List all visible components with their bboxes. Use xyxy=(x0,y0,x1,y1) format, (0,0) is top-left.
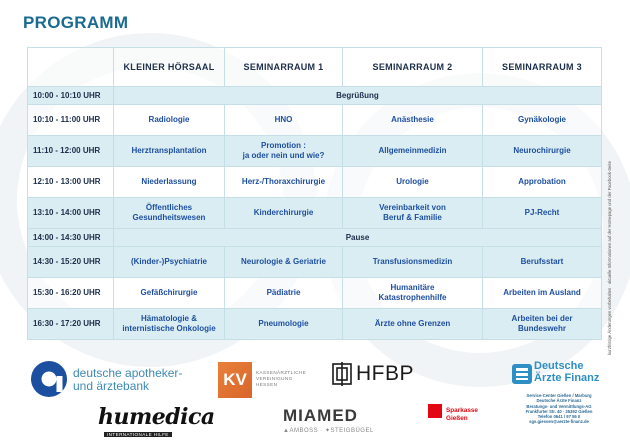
session-cell: Neurologie & Geriatrie xyxy=(225,247,343,278)
session-cell xyxy=(114,198,225,229)
sparkasse-line: Sparkasse xyxy=(446,407,478,414)
session-cell: Anästhesie xyxy=(343,105,483,136)
session-cell xyxy=(343,278,483,309)
session-cell: Niederlassung xyxy=(114,167,225,198)
session-cell: Neurochirurgie xyxy=(483,136,602,167)
daf-address-line: Beratungs- und Vermittlungs-AG xyxy=(526,403,592,409)
time-cell: 16:30 - 17:20 UHR xyxy=(28,309,114,340)
session-cell: Pneumologie xyxy=(225,309,343,340)
session-cell xyxy=(483,309,602,340)
daf-address-line: Frankfurter Str. 40 · 35392 Gießen xyxy=(525,408,593,414)
miamed-logo: MIAMED xyxy=(283,406,358,425)
daf-address-line: Deutsche Ärzte Finanz xyxy=(536,398,582,404)
session-cell: Herz-/Thoraxchirurgie xyxy=(225,167,343,198)
humedica-subtitle: INTERNATIONALE HILFE xyxy=(104,432,172,437)
hfbp-logo-icon xyxy=(332,362,352,386)
time-cell: 13:10 - 14:00 UHR xyxy=(28,198,114,229)
table-row xyxy=(28,136,602,167)
span-cell-pause: Pause xyxy=(114,229,602,247)
session-cell: PJ-Recht xyxy=(483,198,602,229)
session-line: Gesundheitswesen xyxy=(132,213,206,222)
daf-address-line: Service-Center Gießen / Marburg xyxy=(526,393,592,398)
side-disclaimer: kurzfristige Änderungen vorbehalten · aktuelle Informationen auf der Homepage und der Facebook-Seite xyxy=(607,161,612,355)
session-line: Promotion : xyxy=(261,141,306,150)
table-row xyxy=(28,247,602,278)
time-cell: 14:00 - 14:30 UHR xyxy=(28,229,114,247)
header-kleiner-hoersaal: KLEINER HÖRSAAL xyxy=(114,48,225,87)
session-line: ja oder nein und wie? xyxy=(242,151,325,160)
kvh-line: KASSENÄRZTLICHE xyxy=(256,370,307,375)
session-line: Katastrophenhilfe xyxy=(378,293,447,302)
table-row xyxy=(28,105,602,136)
session-cell: Gynäkologie xyxy=(483,105,602,136)
session-line: Öffentliches xyxy=(145,203,193,212)
daf-logo-icon xyxy=(512,364,532,384)
session-cell: Urologie xyxy=(343,167,483,198)
header-seminarraum-1: SEMINARRAUM 1 xyxy=(225,48,343,87)
daf-name xyxy=(534,360,599,384)
time-cell: 10:00 - 10:10 UHR xyxy=(28,87,114,105)
apobank-line: deutsche apotheker- xyxy=(73,366,183,380)
session-line: Beruf & Familie xyxy=(383,213,442,222)
sparkasse-logo-icon xyxy=(428,404,442,418)
page-title: PROGRAMM xyxy=(23,13,129,32)
session-cell: Berufsstart xyxy=(483,247,602,278)
session-line: internistische Onkologie xyxy=(122,324,216,333)
kvh-line: VEREINIGUNG xyxy=(256,376,293,381)
session-cell: Approbation xyxy=(483,167,602,198)
header-time xyxy=(28,48,114,87)
session-cell: HNO xyxy=(225,105,343,136)
apobank-line: und ärztebank xyxy=(73,379,150,393)
time-cell: 11:10 - 12:00 UHR xyxy=(28,136,114,167)
session-cell: Pädiatrie xyxy=(225,278,343,309)
daf-address xyxy=(508,393,610,425)
session-cell: Radiologie xyxy=(114,105,225,136)
kvh-name xyxy=(256,370,306,388)
session-cell: Gefäßchirurgie xyxy=(114,278,225,309)
apobank-logo-icon xyxy=(30,360,68,398)
session-cell xyxy=(114,309,225,340)
session-line: Humanitäre xyxy=(390,283,435,292)
session-cell: Kinderchirurgie xyxy=(225,198,343,229)
time-cell: 15:30 - 16:20 UHR xyxy=(28,278,114,309)
daf-line: Deutsche xyxy=(534,360,584,372)
sparkasse-name xyxy=(446,407,478,422)
header-row xyxy=(28,48,602,87)
daf-address-line: Telefon 0641 / 97 55 0 xyxy=(537,414,581,420)
session-cell xyxy=(225,136,343,167)
kvh-logo-icon: KV xyxy=(218,362,252,398)
hfbp-name: HFBP xyxy=(356,362,415,385)
header-seminarraum-2: SEMINARRAUM 2 xyxy=(343,48,483,87)
time-cell: 10:10 - 11:00 UHR xyxy=(28,105,114,136)
apobank-name xyxy=(73,367,182,393)
daf-line: Ärzte Finanz xyxy=(534,372,600,384)
kvh-line: HESSEN xyxy=(256,382,278,387)
table-row-begruessung xyxy=(28,87,602,105)
humedica-logo: humedica xyxy=(98,404,215,430)
table-row xyxy=(28,278,602,309)
table-row xyxy=(28,198,602,229)
session-cell xyxy=(343,198,483,229)
session-cell: Arbeiten im Ausland xyxy=(483,278,602,309)
session-cell: Herztransplantation xyxy=(114,136,225,167)
session-cell: Allgemeinmedizin xyxy=(343,136,483,167)
schedule-table xyxy=(27,47,602,340)
header-seminarraum-3: SEMINARRAUM 3 xyxy=(483,48,602,87)
miamed-subtitle: ▲AMBOSS · ✦STEIGBÜGEL xyxy=(283,428,374,434)
sparkasse-line: Gießen xyxy=(446,414,468,422)
table-row-pause xyxy=(28,229,602,247)
daf-address-line: sgs.giessen@aerzte-finanz.de xyxy=(529,419,589,425)
span-cell-begruessung: Begrüßung xyxy=(114,87,602,105)
time-cell: 12:10 - 13:00 UHR xyxy=(28,167,114,198)
session-line: Vereinbarkeit von xyxy=(379,203,446,212)
table-row xyxy=(28,167,602,198)
session-cell: Transfusionsmedizin xyxy=(343,247,483,278)
session-line: Bundeswehr xyxy=(517,324,566,333)
session-cell: (Kinder-)Psychiatrie xyxy=(114,247,225,278)
table-row xyxy=(28,309,602,340)
session-cell: Ärzte ohne Grenzen xyxy=(343,309,483,340)
session-line: Hämatologie & xyxy=(140,314,197,323)
time-cell: 14:30 - 15:20 UHR xyxy=(28,247,114,278)
session-line: Arbeiten bei der xyxy=(511,314,573,323)
